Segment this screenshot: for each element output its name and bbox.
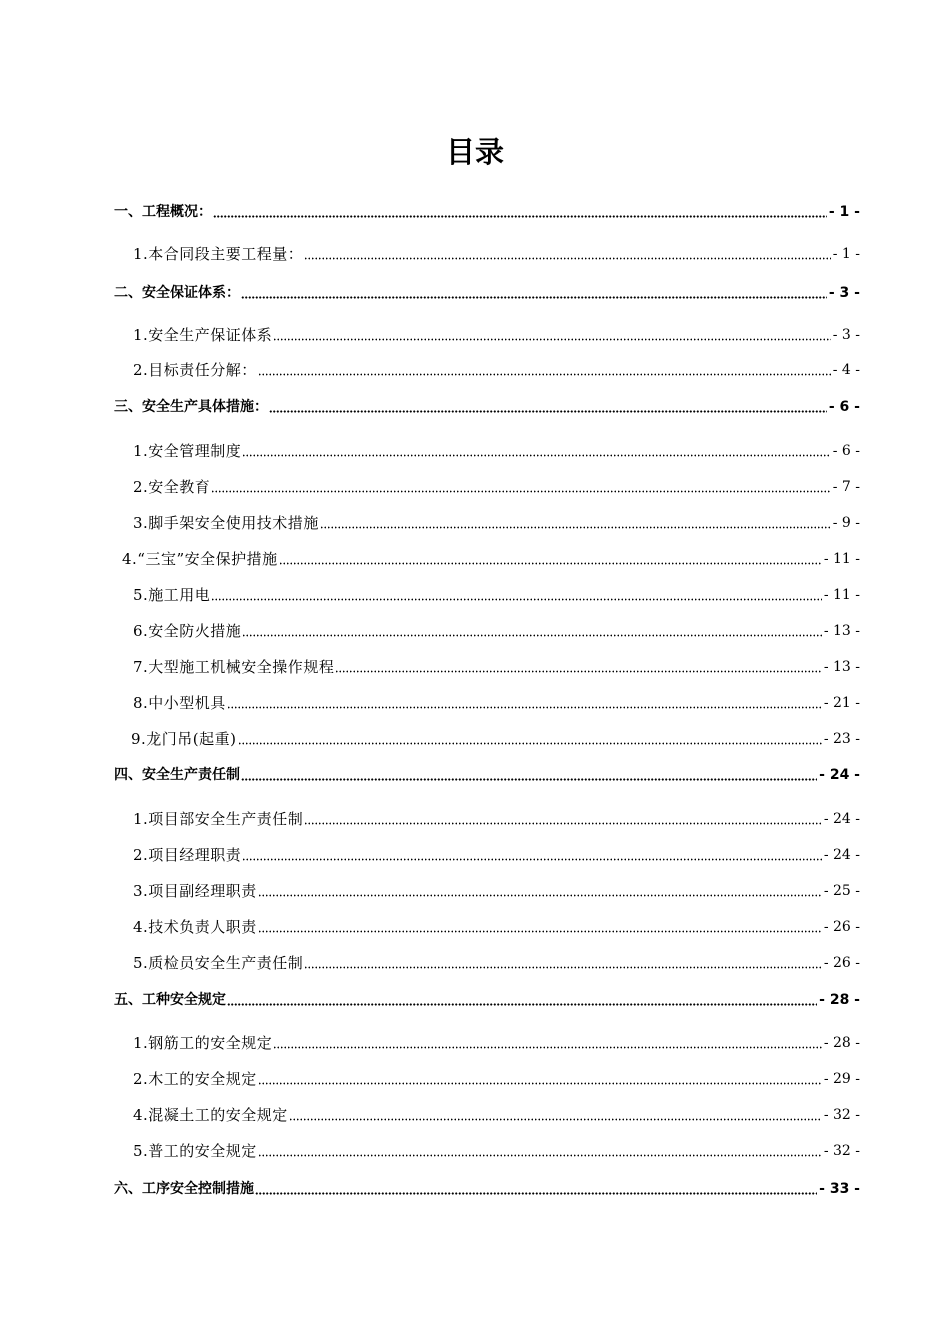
toc-entry-label: 9.龙门吊(起重) <box>131 730 237 748</box>
toc-entry[interactable] <box>122 545 860 569</box>
toc-page-number: - 6 - <box>832 443 860 459</box>
toc-leader-dots <box>258 1154 822 1157</box>
toc-page-number: - 29 - <box>823 1071 860 1087</box>
toc-leader-dots <box>211 490 830 493</box>
toc-page-number: - 13 - <box>823 623 860 639</box>
toc-entry[interactable] <box>133 689 860 713</box>
toc-entry[interactable] <box>133 1137 860 1161</box>
toc-entry-label: 2.目标责任分解： <box>133 361 257 379</box>
toc-entry[interactable] <box>133 356 860 380</box>
toc-entry-label: 2.项目经理职责 <box>133 846 242 864</box>
toc-entry-section-5[interactable] <box>114 986 860 1010</box>
toc-entry[interactable] <box>133 1101 860 1125</box>
toc-leader-dots <box>269 410 827 413</box>
toc-page-number: - 7 - <box>832 479 860 495</box>
toc-leader-dots <box>304 822 821 825</box>
toc-page-number: - 21 - <box>823 695 860 711</box>
toc-leader-dots <box>211 598 822 601</box>
toc-entry-label: 1.安全管理制度 <box>133 442 242 460</box>
toc-page-number: - 26 - <box>823 955 860 971</box>
toc-page-number: - 32 - <box>823 1143 860 1159</box>
toc-entry-label: 3.脚手架安全使用技术措施 <box>133 514 319 532</box>
toc-leader-dots <box>241 296 827 299</box>
toc-leader-dots <box>227 1003 817 1006</box>
toc-entry-section-4[interactable] <box>114 761 860 785</box>
toc-entry[interactable] <box>133 913 860 937</box>
toc-leader-dots <box>273 1046 822 1049</box>
toc-page-number: - 32 - <box>823 1107 860 1123</box>
toc-leader-dots <box>273 338 830 341</box>
toc-entry-label: 六、工序安全控制措施 <box>114 1181 254 1197</box>
toc-page-number: - 23 - <box>823 731 860 747</box>
toc-entry[interactable] <box>131 725 860 749</box>
toc-entry[interactable] <box>133 581 860 605</box>
toc-entry-label: 5.质检员安全生产责任制 <box>133 954 304 972</box>
toc-entry-label: 二、安全保证体系： <box>114 285 240 301</box>
toc-entry[interactable] <box>133 1029 860 1053</box>
toc-page-number: - 28 - <box>819 992 860 1008</box>
toc-entry-label: 5.普工的安全规定 <box>133 1142 257 1160</box>
toc-page-number: - 24 - <box>819 767 860 783</box>
toc-page-number: - 33 - <box>819 1181 860 1197</box>
toc-entry-label: 1.安全生产保证体系 <box>133 326 273 344</box>
toc-leader-dots <box>242 454 830 457</box>
toc-page-number: - 3 - <box>828 285 860 301</box>
toc-entry-label: 五、工种安全规定 <box>114 992 226 1008</box>
toc-entry[interactable] <box>133 617 860 641</box>
toc-leader-dots <box>320 526 831 529</box>
toc-entry-label: 1.钢筋工的安全规定 <box>133 1034 273 1052</box>
toc-leader-dots <box>258 930 822 933</box>
toc-leader-dots <box>304 257 830 260</box>
toc-entry-label: 1.项目部安全生产责任制 <box>133 810 304 828</box>
toc-leader-dots <box>335 670 821 673</box>
toc-page-number: - 3 - <box>832 327 860 343</box>
toc-entry-label: 三、安全生产具体措施： <box>114 399 268 415</box>
toc-entry[interactable] <box>133 653 860 677</box>
toc-entry-label: 1.本合同段主要工程量： <box>133 245 304 263</box>
toc-leader-dots <box>242 858 822 861</box>
toc-entry-section-3[interactable] <box>114 393 860 417</box>
toc-page-number: - 24 - <box>823 847 860 863</box>
toc-entry-label: 4.技术负责人职责 <box>133 918 257 936</box>
toc-page-number: - 24 - <box>823 811 860 827</box>
toc-page-number: - 26 - <box>823 919 860 935</box>
toc-page-number: - 9 - <box>832 515 860 531</box>
toc-entry[interactable] <box>133 877 860 901</box>
toc-entry-label: 5.施工用电 <box>133 586 211 604</box>
toc-page-number: - 4 - <box>832 362 860 378</box>
toc-page-number: - 13 - <box>823 659 860 675</box>
toc-leader-dots <box>213 215 827 218</box>
toc-leader-dots <box>241 778 817 781</box>
toc-leader-dots <box>304 966 821 969</box>
toc-page-number: - 6 - <box>828 399 860 415</box>
toc-entry-label: 4.混凝土工的安全规定 <box>133 1106 288 1124</box>
toc-entry[interactable] <box>133 321 860 345</box>
page-title: 目录 <box>445 135 504 169</box>
toc-entry-label: 7.大型施工机械安全操作规程 <box>133 658 335 676</box>
toc-entry[interactable] <box>133 473 860 497</box>
toc-entry[interactable] <box>133 437 860 461</box>
toc-page-number: - 28 - <box>823 1035 860 1051</box>
toc-page-number: - 1 - <box>832 246 860 262</box>
toc-page-number: - 1 - <box>828 204 860 220</box>
toc-leader-dots <box>227 706 822 709</box>
toc-entry-label: 3.项目副经理职责 <box>133 882 257 900</box>
toc-entry-label: 4.“三宝”安全保护措施 <box>122 550 278 568</box>
toc-leader-dots <box>279 562 822 565</box>
toc-entry-label: 6.安全防火措施 <box>133 622 242 640</box>
toc-entry[interactable] <box>133 1065 860 1089</box>
toc-leader-dots <box>258 373 831 376</box>
toc-entry-label: 四、安全生产责任制 <box>114 767 240 783</box>
toc-entry-label: 一、工程概况： <box>114 204 212 220</box>
toc-entry[interactable] <box>133 509 860 533</box>
toc-leader-dots <box>238 742 822 745</box>
toc-page-number: - 25 - <box>823 883 860 899</box>
toc-entry-section-2[interactable] <box>114 279 860 303</box>
toc-leader-dots <box>258 894 822 897</box>
toc-leader-dots <box>258 1082 822 1085</box>
toc-leader-dots <box>289 1118 822 1121</box>
toc-entry-label: 8.中小型机具 <box>133 694 226 712</box>
toc-page-number: - 11 - <box>823 587 860 603</box>
toc-entry-section-6[interactable] <box>114 1175 860 1199</box>
toc-entry[interactable] <box>133 805 860 829</box>
toc-entry[interactable] <box>133 841 860 865</box>
toc-entry[interactable] <box>133 240 860 264</box>
toc-entry-label: 2.木工的安全规定 <box>133 1070 257 1088</box>
toc-entry-label: 2.安全教育 <box>133 478 211 496</box>
toc-page-number: - 11 - <box>823 551 860 567</box>
toc-entry-section-1[interactable] <box>114 198 860 222</box>
toc-leader-dots <box>242 634 822 637</box>
toc-leader-dots <box>255 1192 817 1195</box>
toc-entry[interactable] <box>133 949 860 973</box>
